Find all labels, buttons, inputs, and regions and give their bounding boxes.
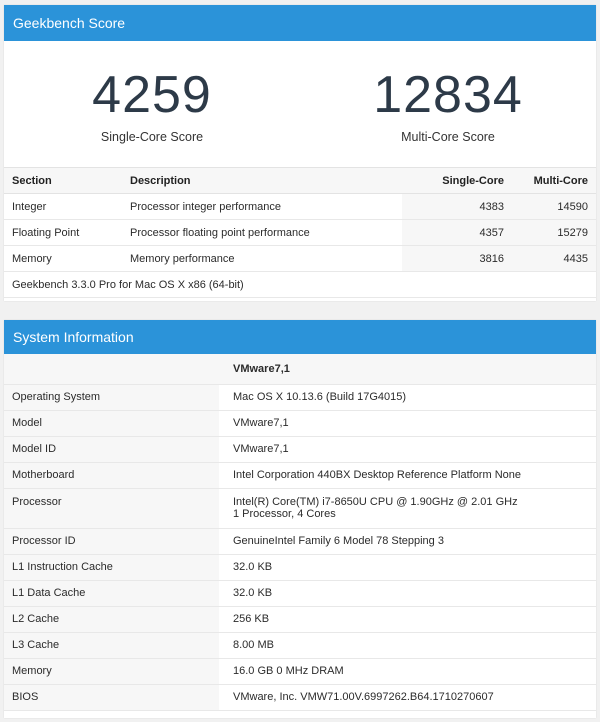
section-cell: Integer	[12, 200, 47, 213]
table-row	[4, 436, 596, 462]
info-value: Intel Corporation 440BX Desktop Reference Platform None	[219, 462, 596, 488]
info-key: Operating System	[4, 384, 219, 410]
table-row	[4, 580, 596, 606]
info-value: VMware7,1	[219, 410, 596, 436]
system-panel-title: System Information	[4, 320, 596, 354]
description-cell: Memory performance	[130, 252, 235, 265]
info-key: L2 Cache	[4, 606, 219, 632]
multi-core-score-box	[300, 41, 596, 167]
scores-summary	[4, 41, 596, 167]
processor-description: Intel(R) Core(TM) i7-8650U CPU @ 1.90GHz @ 2.01 GHz	[233, 496, 518, 508]
single-core-score-label: Single-Core Score	[100, 130, 204, 144]
table-row	[4, 632, 596, 658]
single-core-cell: 4357	[402, 220, 512, 246]
single-core-score-box	[4, 41, 300, 167]
info-key: Model ID	[4, 436, 219, 462]
multi-core-score-value: 12834	[373, 66, 523, 124]
single-core-score-value: 4259	[92, 66, 212, 124]
multi-core-cell: 4435	[512, 246, 596, 272]
info-value	[219, 488, 596, 528]
multi-core-cell: 15279	[512, 220, 596, 246]
info-value: Mac OS X 10.13.6 (Build 17G4015)	[219, 384, 596, 410]
info-key: Memory	[4, 658, 219, 684]
description-cell: Processor integer performance	[130, 200, 282, 213]
info-value: 32.0 KB	[219, 554, 596, 580]
system-info-table	[4, 354, 596, 711]
info-key: L3 Cache	[4, 632, 219, 658]
processor-count: 1 Processor, 4 Cores	[233, 508, 336, 520]
table-row	[4, 658, 596, 684]
machine-name: VMware7,1	[219, 354, 596, 384]
multi-core-cell: 14590	[512, 194, 596, 220]
system-information-panel	[4, 320, 596, 718]
table-row	[4, 684, 596, 710]
table-row	[4, 488, 596, 528]
multi-core-score-label: Multi-Core Score	[401, 130, 495, 144]
info-key: Model	[4, 410, 219, 436]
geekbench-score-panel	[4, 5, 596, 301]
table-row	[4, 410, 596, 436]
single-core-cell: 3816	[402, 246, 512, 272]
column-header-section: Section	[12, 174, 52, 187]
table-row	[4, 246, 596, 272]
description-cell: Processor floating point performance	[130, 226, 310, 239]
info-value: 16.0 GB 0 MHz DRAM	[219, 658, 596, 684]
info-key: BIOS	[4, 684, 219, 710]
table-row	[4, 220, 596, 246]
table-row	[4, 462, 596, 488]
info-key: L1 Data Cache	[4, 580, 219, 606]
info-value: 256 KB	[219, 606, 596, 632]
section-cell: Floating Point	[12, 226, 80, 239]
info-value: GenuineIntel Family 6 Model 78 Stepping 3	[219, 528, 596, 554]
column-header-description: Description	[130, 174, 191, 187]
info-value: VMware, Inc. VMW71.00V.6997262.B64.1710270607	[219, 684, 596, 710]
section-cell: Memory	[12, 252, 52, 265]
header-key-cell	[4, 354, 219, 384]
table-row	[4, 554, 596, 580]
info-value: 32.0 KB	[219, 580, 596, 606]
info-key: L1 Instruction Cache	[4, 554, 219, 580]
info-key: Motherboard	[4, 462, 219, 488]
table-row	[4, 606, 596, 632]
info-value: 8.00 MB	[219, 632, 596, 658]
info-value: VMware7,1	[219, 436, 596, 462]
table-row	[4, 194, 596, 220]
version-note: Geekbench 3.3.0 Pro for Mac OS X x86 (64-bit)	[4, 272, 596, 298]
score-panel-title: Geekbench Score	[4, 5, 596, 41]
info-key: Processor	[4, 488, 219, 528]
info-key: Processor ID	[4, 528, 219, 554]
score-breakdown-table	[4, 167, 596, 298]
table-row	[4, 528, 596, 554]
version-note-row	[4, 272, 596, 298]
system-info-header-row	[4, 354, 596, 384]
table-row	[4, 384, 596, 410]
single-core-cell: 4383	[402, 194, 512, 220]
score-table-header	[4, 168, 596, 194]
column-header-single-core: Single-Core	[442, 174, 504, 187]
column-header-multi-core: Multi-Core	[533, 174, 588, 187]
